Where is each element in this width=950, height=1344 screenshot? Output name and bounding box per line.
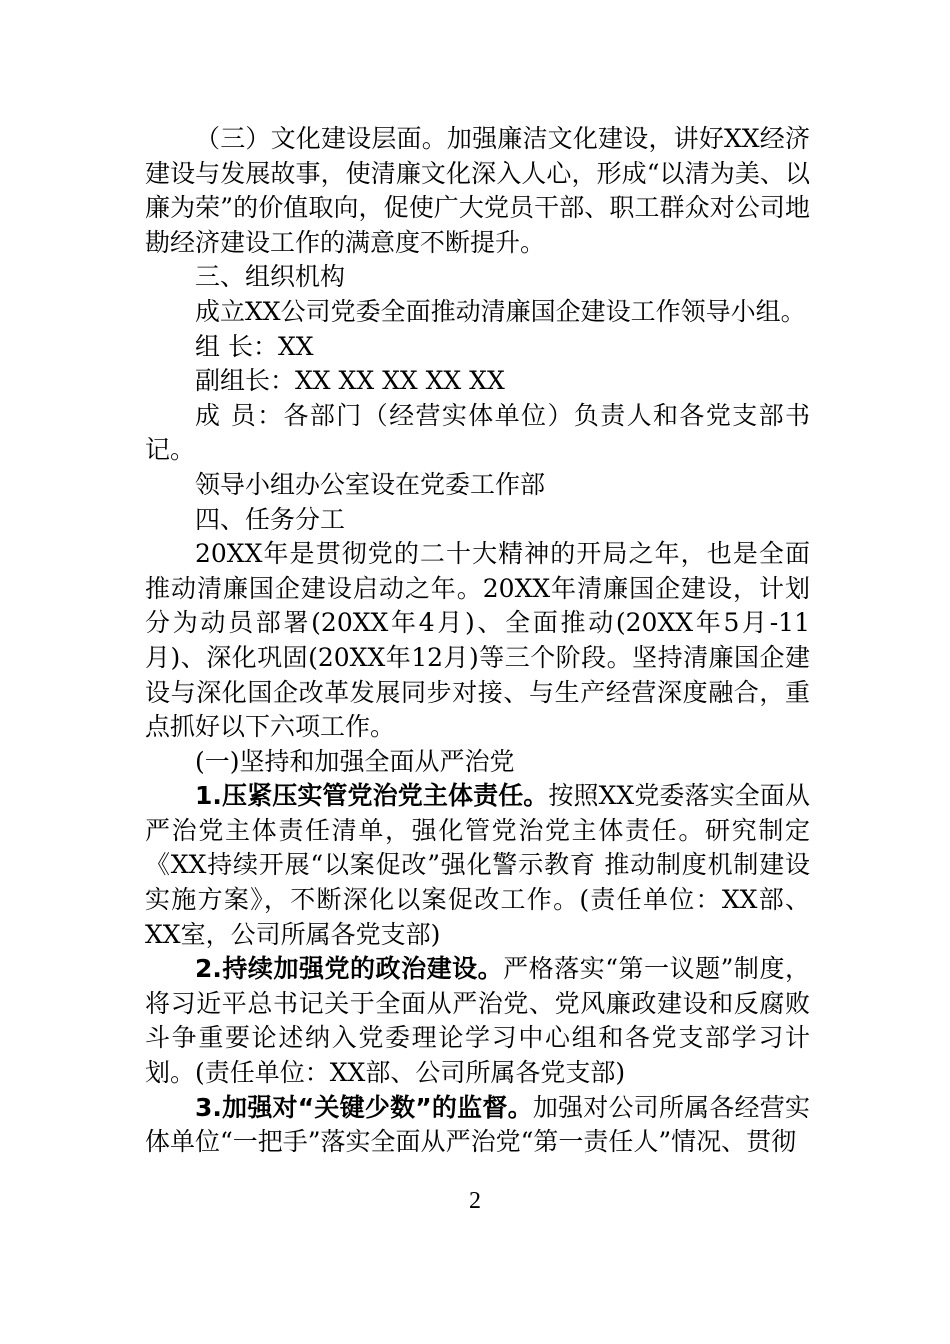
item-2-text: 严格落实“第一议题”制度，将习近平总书记关于全面从严治党、党风廉政建设和反腐败斗争重要论述纳入党委理论学习中心组和各党支部学习计划。(责任单位：XX部、公司所属各党支部) bbox=[145, 954, 810, 1088]
item-2-title: 2.持续加强党的政治建设。 bbox=[195, 954, 504, 984]
item-1-title: 1.压紧压实管党治党主体责任。 bbox=[195, 781, 549, 811]
document-body bbox=[145, 122, 810, 1160]
paragraph-item-2 bbox=[145, 952, 810, 1090]
paragraph-culture: （三）文化建设层面。加强廉洁文化建设，讲好XX经济建设与发展故事，使清廉文化深入人心，形成“以清为美、以廉为荣”的价值取向，促使广大党员干部、职工群众对公司地勘经济建设工作的满意度不断提升。 bbox=[145, 124, 810, 257]
heading-organization: 三、组织机构 bbox=[195, 262, 346, 292]
page-number: 2 bbox=[469, 1188, 481, 1214]
paragraph-office: 领导小组办公室设在党委工作部 bbox=[195, 469, 546, 499]
subheading-party-governance: (一)坚持和加强全面从严治党 bbox=[195, 746, 515, 776]
paragraph-leader: 组 长：XX bbox=[195, 331, 314, 361]
item-1-text: 按照XX党委落实全面从严治党主体责任清单，强化管党治党主体责任。研究制定《XX持续开展“以案促改”强化警示教育 推动制度机制建设实施方案》，不断深化以案促改工作。(责任单位：XX部、XX室，公司所属各党支部) bbox=[145, 781, 810, 949]
paragraph-item-3 bbox=[145, 1091, 810, 1160]
item-3-title: 3.加强对“关键少数”的监督。 bbox=[195, 1092, 533, 1122]
paragraph-plan: 20XX年是贯彻党的二十大精神的开局之年，也是全面推动清廉国企建设启动之年。20XX年清廉国企建设，计划分为动员部署(20XX年4月)、全面推动(20XX年5月-11月)、深化巩固(20XX年12月)等三个阶段。坚持清廉国企建设与深化国企改革发展同步对接、与生产经营深度融合，重点抓好以下六项工作。 bbox=[145, 539, 810, 742]
heading-task-division: 四、任务分工 bbox=[195, 504, 346, 534]
paragraph-members: 成 员：各部门（经营实体单位）负责人和各党支部书记。 bbox=[145, 400, 810, 465]
paragraph-leading-group: 成立XX公司党委全面推动清廉国企建设工作领导小组。 bbox=[195, 296, 806, 326]
item-3-text: 加强对公司所属各经营实体单位“一把手”落实全面从严治党“第一责任人”情况、贯彻 bbox=[145, 1092, 810, 1157]
paragraph-deputy-leader: 副组长：XX XX XX XX XX bbox=[195, 366, 505, 396]
paragraph-item-1 bbox=[145, 779, 810, 952]
